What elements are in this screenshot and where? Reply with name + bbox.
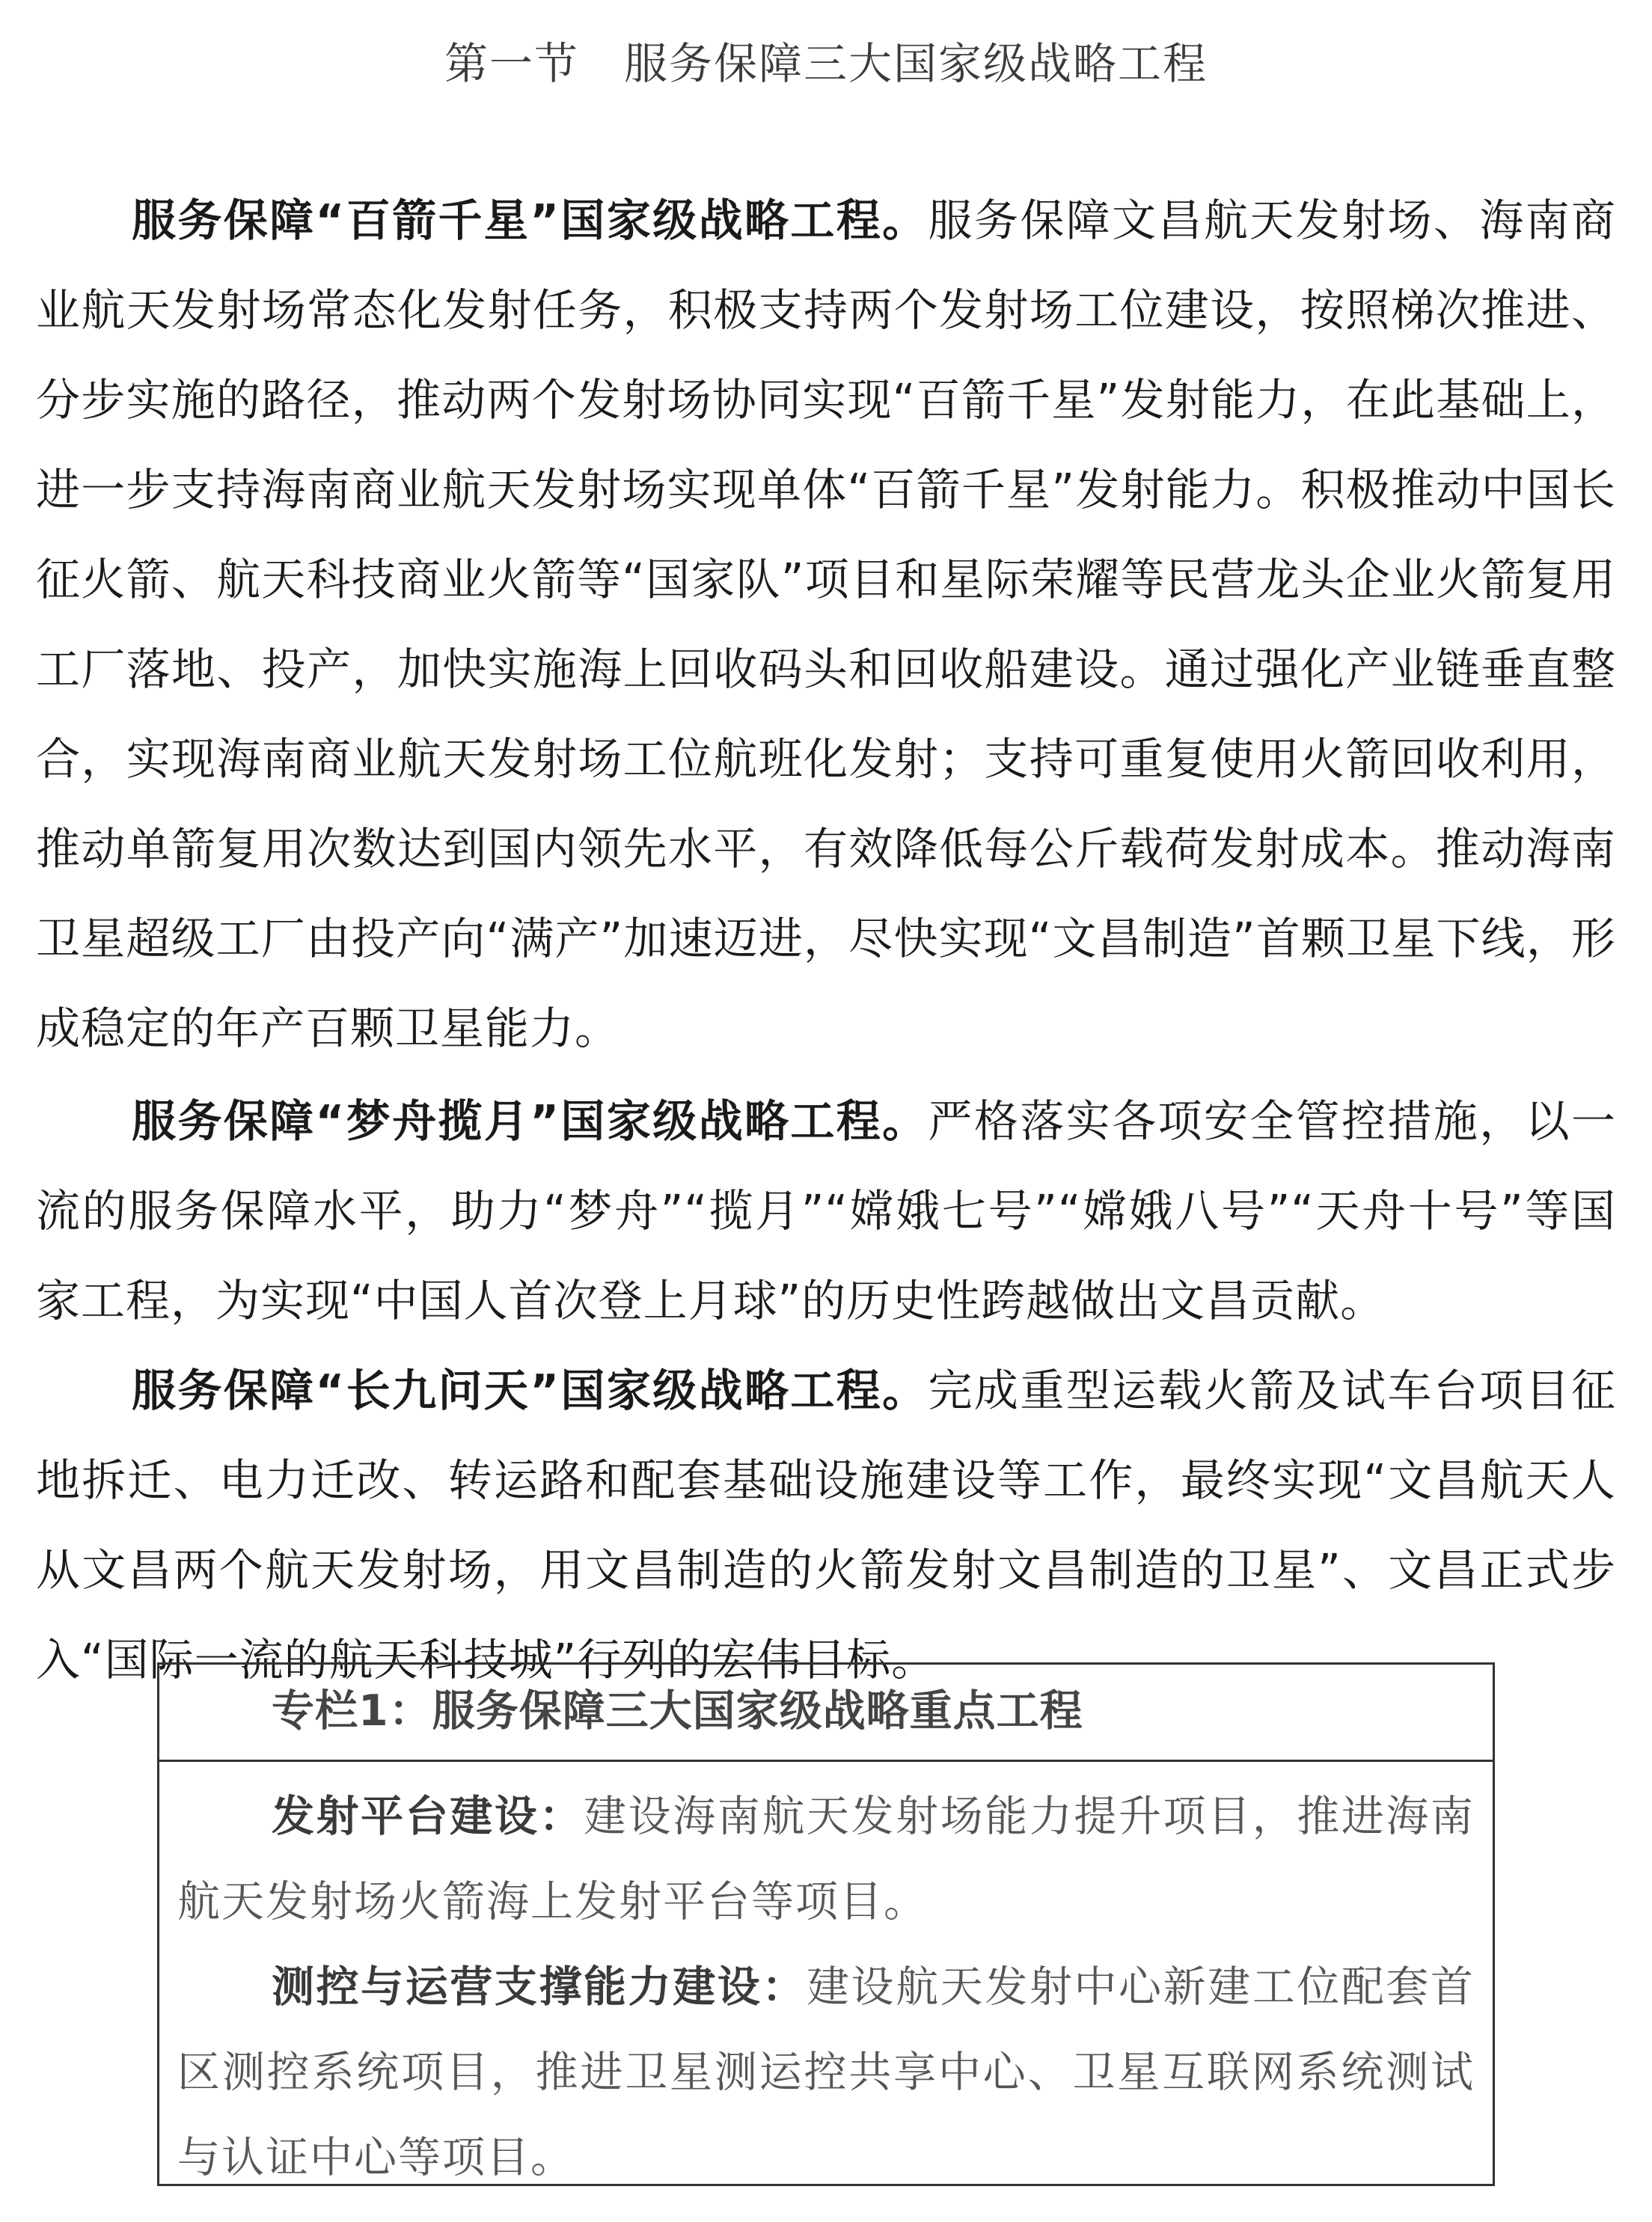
column-item-lead: 测控与运营支撑能力建设： [272,1962,807,2012]
column-item-launch-platform [177,1774,1475,1944]
paragraph-lead: 服务保障“百箭千星”国家级战略工程。 [132,195,929,246]
column-box-title: 专栏1：服务保障三大国家级战略重点工程 [159,1665,1493,1762]
section-title: 第一节 服务保障三大国家级战略工程 [444,38,1208,89]
paragraph-lead: 服务保障“长九问天”国家级战略工程。 [132,1365,929,1416]
paragraph-text: 完成重型运载火箭及试车台项目征地拆迁、电力迁改、转运路和配套基础设施建设等工作，最终实现“文昌航天人从文昌两个航天发射场，用文昌制造的火箭发射文昌制造的卫星”、文昌正式步入“国际一流的航天科技城”行列的宏伟目标。 [36,1365,1616,1686]
paragraph-changjiu-wentian [36,1346,1616,1705]
paragraph-text: 严格落实各项安全管控措施，以一流的服务保障水平，助力“梦舟”“揽月”“嫦娥七号”“嫦娥八号”“天舟十号”等国家工程，为实现“中国人首次登上月球”的历史性跨越做出文昌贡献。 [36,1095,1616,1326]
paragraph-baijian-qianxing [36,176,1616,1074]
column-box-body [159,1762,1493,2200]
paragraph-mengzhou-lanyue [36,1077,1616,1346]
column-item-text: 建设海南航天发射场能力提升项目，推进海南航天发射场火箭海上发射平台等项目。 [177,1792,1475,1926]
column-item-lead: 发射平台建设： [272,1792,584,1841]
column-box [157,1662,1495,2186]
column-item-tracking-control [177,1944,1475,2200]
column-item-text: 建设航天发射中心新建工位配套首区测控系统项目，推进卫星测运控共享中心、卫星互联网系统测试与认证中心等项目。 [177,1962,1475,2182]
paragraph-text: 服务保障文昌航天发射场、海南商业航天发射场常态化发射任务，积极支持两个发射场工位建设，按照梯次推进、分步实施的路径，推动两个发射场协同实现“百箭千星”发射能力，在此基础上，进一步支持海南商业航天发射场实现单体“百箭千星”发射能力。积极推动中国长征火箭、航天科技商业火箭等“国家队”项目和星际荣耀等民营龙头企业火箭复用工厂落地、投产，加快实施海上回收码头和回收船建设。通过强化产业链垂直整合，实现海南商业航天发射场工位航班化发射；支持可重复使用火箭回收利用，推动单箭复用次数达到国内领先水平，有效降低每公斤载荷发射成本。推动海南卫星超级工厂由投产向“满产”加速迈进，尽快实现“文昌制造”首颗卫星下线，形成稳定的年产百颗卫星能力。 [36,195,1616,1054]
paragraph-lead: 服务保障“梦舟揽月”国家级战略工程。 [132,1095,929,1147]
